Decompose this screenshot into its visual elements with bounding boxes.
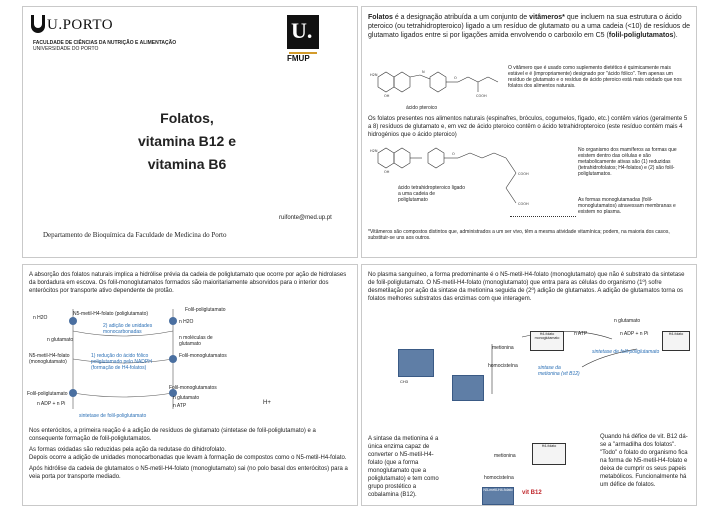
para4: Após hidrólise da cadeia de glutamatos o N5-metil-H4-folato (monoglutamato) sai (no polo basal dos enterócitos) para a veia porta por transporte mediado. — [29, 466, 348, 480]
svg-text:O: O — [454, 76, 457, 80]
d-nmol: n moléculas de glutamato — [179, 335, 213, 347]
h4-folato-poly-label: H4-folato — [668, 332, 684, 336]
mammal-text: No organismo dos mamíferos as formas que existem dentro das células e são metabolicamente ativas são (1) reduzidas (tetrahidrofolatos; H4-folatos) e (2) são folil-poliglutamatos. — [578, 147, 677, 177]
intro-bold-poliglutamatos: folil-poliglutamatos — [608, 32, 674, 39]
slide-plasma — [361, 264, 697, 506]
slide-folatos-definition — [361, 6, 697, 258]
intro-text2: que incluem na sua estrutura o ácido pteroico (ou tetrahidropteroico) ligado a um resíduo de glutamato ou a uma cadeia (<10) de resíduos de glutamato ligados entre si por ligações amida envolvendo o carboxilo em C5 ( — [368, 14, 690, 39]
d-nglut: n glutamato — [47, 337, 74, 343]
d-sintase: sintase da metionina (vit B12) — [538, 365, 580, 377]
para1: Nos enterócitos, a primeira reação é a adição de resíduos de glutamato (sintetase de folil-poliglutamato) e a consequente formação de folil-poliglutamatos. — [29, 428, 316, 442]
d2-h4-label: H4-folato — [541, 444, 557, 448]
d2-n5-box — [482, 487, 514, 505]
d-synth: sintetase de folil-poliglutamato — [79, 413, 147, 419]
svg-text:COOH: COOH — [476, 94, 487, 98]
title-line3: vitamina B6 — [147, 156, 227, 172]
d2-homocisteina: homocisteína — [484, 475, 514, 481]
d-folil-mono2: Folil-monoglutamatos — [169, 385, 217, 391]
monoglutamate-text: As formas monoglutamadas (folil-monoglutamatos) atravessam membranas e existem no plasma. — [578, 197, 676, 215]
intro-bold-vitameros: vitâmeros* — [529, 14, 565, 21]
h4-folato-mono-label: H4-folato monoglutamato — [534, 332, 560, 340]
svg-text:OH: OH — [384, 170, 390, 174]
d-nglut: n glutamato — [614, 318, 641, 324]
d-h2o-left: n H2O — [33, 315, 48, 321]
fmup-logo — [285, 52, 321, 64]
title-line2: vitamina B12 e — [137, 133, 237, 149]
n5-box — [398, 349, 434, 377]
plasma-text: No plasma sanguíneo, a forma predominante é o N5-metil-H4-folato (monoglutamato) que não é substrato da sintetase de folil-poliglutamato. O N5-metil-H4-folato (monoglutamato) que entra para as células do organismo (1º) sofre desmetilação por ação da sintase da metionina seguida de (2º) adição de glutamatos. A adição de glutamatos torna os folatos melhores substratos das enzimas com que interagem. — [368, 272, 685, 302]
intro-text3: ). — [673, 32, 678, 39]
h4-folato-poly-box — [662, 331, 690, 351]
title-line1: Folatos, — [160, 110, 214, 126]
faculty-name — [33, 40, 233, 52]
dotted-separator — [510, 216, 576, 217]
d-adp: n ADP + n Pi — [37, 401, 66, 407]
svg-text:COOH: COOH — [518, 172, 529, 176]
d-adp: n ADP + n Pi — [620, 331, 649, 337]
b12-block — [522, 481, 552, 495]
absorption-text: A absorção dos folatos naturais implica a hidrólise prévia da cadeia de poliglutamato que ocorre por ação de hidrolases da bordadura em escova. Os folil-monoglutamatos formados são maioritariamente absorvidos para o interior dos enterócitos por transporte ativo dependente de protão. — [29, 272, 347, 294]
d-n5-poly: N5-metil-H4-folato (poliglutamato) — [73, 311, 149, 317]
slide-title — [22, 6, 358, 258]
d2-n5-label: N5-metil-H4-folato — [483, 488, 513, 492]
b12-right-text: Quando há défice de vit. B12 dá-se a "armadilha dos folatos". "Todo" o folato do organismo fica na forma de N5-metil-H4-folato e deixa de cumprir os seus papeis metabólicos. Funcionalmente há um défice de folatos. — [600, 434, 688, 488]
intro-bold-folatos: Folatos — [368, 14, 393, 21]
natural-folates-text: Os folatos presentes nos alimentos naturais (espinafres, bróculos, cogumelos, fígado, etc.) contêm vários (geralmente 5 a 8) resíduos de glutamato e, em vez de ácido pteroico contêm o ácido tetrahidropteroico (este resíduo contém mais 4 hidrogénios que o ácido pteroico) — [368, 116, 688, 138]
tetrahydropteroic-structure — [366, 143, 546, 215]
d-step1: 1) redução do ácido fólico poliglutamado pelo NADPH (formação de H4-folatos) — [91, 353, 152, 371]
d-nglut2: n glutamato — [173, 395, 200, 401]
vitamer-footnote: *Vitâmeros são compostos distintos que, administrados a um ser vivo, têm a mesma atividade vitamínica; podem, na maioria dos casos, substituir-se uns aos outros. — [368, 229, 670, 241]
fmup-logo-text: FMUP — [287, 54, 310, 63]
d-h2o: n H2O — [179, 319, 194, 325]
uporto-logo-text: U.PORTO — [47, 17, 114, 33]
para2: As formas oxidadas são reduzidas pela ação da redutase do dihidrofolato. — [29, 447, 227, 453]
d-atp: n ATP — [173, 403, 187, 409]
u-logo — [287, 15, 319, 49]
svg-text:N: N — [422, 70, 425, 74]
vitamer-note: O vitâmero que é usado como suplemento dietético é quimicamente mais estável e é (impropriamente) designado por "ácido fólico". Tem apenas um resíduo de glutamato e o resíduo de ácido pteroico está mais oxidado que nos folatos dos alimentos naturais. — [508, 65, 682, 89]
svg-text:H2N: H2N — [370, 149, 378, 153]
d2-vitb12: vit B12 — [522, 490, 542, 496]
d2-h4-box — [532, 443, 566, 465]
d2-metionina: metionina — [494, 453, 516, 459]
d-folil-poli: Folil-poliglutamato — [185, 307, 226, 313]
d-n5-mono: N5-metil-H4-folato (monoglutamato) — [29, 353, 70, 365]
intro-text1: é a designação atribuída a um conjunto de — [392, 14, 530, 21]
absorption-para — [29, 427, 351, 481]
page-title — [107, 107, 267, 176]
slide-absorption — [22, 264, 358, 506]
d-homocisteina: homocisteína — [488, 363, 518, 369]
d-metionina: metionina — [492, 345, 514, 351]
h4-folato-mono-box — [530, 331, 564, 351]
svg-text:O: O — [452, 152, 455, 156]
intro-paragraph — [368, 13, 690, 40]
uporto-logo — [31, 15, 114, 37]
d-natp: n ATP — [574, 331, 588, 337]
faculty-line2: UNIVERSIDADE DO PORTO — [33, 46, 99, 52]
d-folil-mono: Folil-monoglutamatos — [179, 353, 227, 359]
u-logo-text: U. — [291, 18, 313, 43]
pteroic-acid-label: ácido pteroico — [406, 105, 438, 111]
d-synth: sintetase de folil-poliglutamato — [592, 349, 660, 355]
n5-box-2 — [452, 375, 484, 401]
svg-text:H2N: H2N — [370, 73, 378, 77]
d-hplus: H+ — [263, 400, 271, 406]
tetrahydropteroic-label: ácido tetrahidropteroico ligado a uma cadeia de poliglutamato — [398, 185, 465, 203]
author-email: ruifonte@med.up.pt — [279, 215, 332, 221]
faculty-line1: FACULDADE DE CIÊNCIAS DA NUTRIÇÃO E ALIMENTAÇÃO — [33, 40, 177, 46]
svg-text:COOH: COOH — [518, 202, 529, 206]
para3: Depois ocorre a adição de unidades monocarbonadas que levam à formação de compostos como o N5-metil-H4-folato. — [29, 455, 347, 461]
department-name: Departamento de Bioquímica da Faculdade de Medicina do Porto — [43, 231, 227, 239]
d-ch3: CH3 — [400, 379, 409, 384]
b12-left-text: A sintase da metionina é a única enzima capaz de converter o N5-metil-H4-folato (que a forma monoglutamato que a poliglutamato) e tem como grupo prostético a cobalamina (B12). — [368, 436, 439, 498]
d-folil-poli2: Folil-poliglutamato — [27, 391, 68, 397]
d-step2: 2) adição de unidades monocarbonadas — [103, 323, 153, 335]
svg-text:OH: OH — [384, 94, 390, 98]
pteroic-acid-structure — [366, 67, 506, 105]
